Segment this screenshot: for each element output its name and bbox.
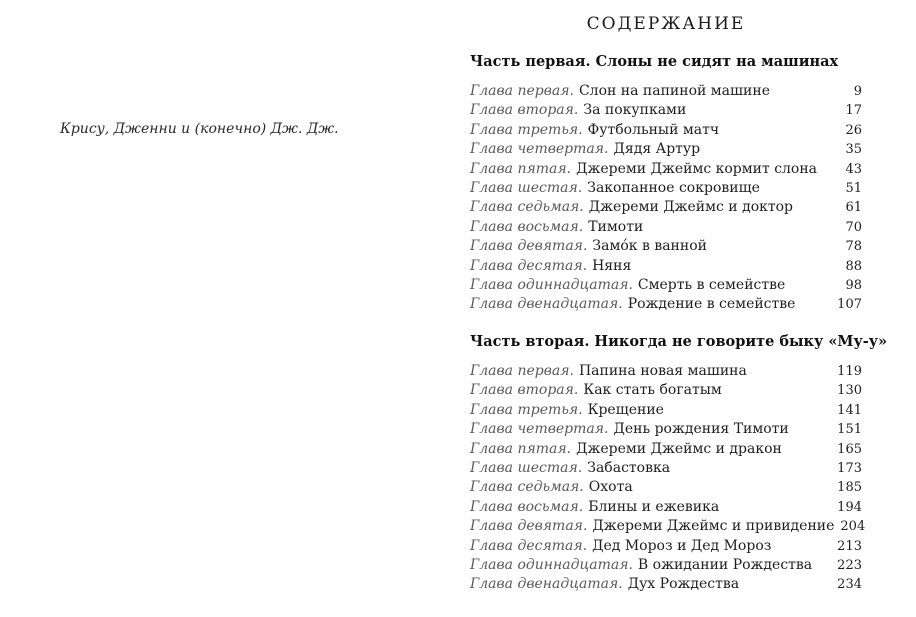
chapter-label-separator: . [582,518,588,535]
chapter-page-number: 107 [837,297,862,313]
chapter-label: Глава первая [470,83,570,99]
chapter-label: Глава седьмая [470,199,580,216]
chapter-label-separator: . [566,440,572,457]
chapter-label: Глава девятая [470,238,583,255]
chapter-title: Замóк в ванной [592,238,707,255]
toc-entry [470,198,862,217]
chapter-label-separator: . [579,199,584,216]
chapter-label: Глава пятая [470,160,567,177]
chapter-label-separator: . [569,363,574,379]
chapter-page-number: 234 [837,577,862,593]
chapter-page-number: 17 [845,103,862,119]
chapter-label-separator: . [628,276,633,293]
chapter-page-number: 88 [845,258,862,274]
chapter-page-number: 78 [845,239,862,255]
chapter-label: Глава седьмая [470,479,580,496]
chapter-label: Глава четвертая [470,421,605,438]
chapter-page-number: 194 [837,499,862,515]
part-heading: Часть первая. Слоны не сидят на машинах [470,53,839,70]
chapter-label: Глава третья [470,121,579,138]
toc-entry [470,295,862,314]
chapter-list [470,82,862,315]
chapter-title: Слон на папиной машине [578,83,770,99]
chapter-page-number: 130 [837,383,862,399]
chapter-label: Глава шестая [470,459,578,476]
toc-entry [470,459,862,478]
toc-entry [470,498,862,517]
chapter-label-separator: . [582,238,588,255]
toc-entry [470,440,862,459]
chapter-label-separator: . [578,121,583,138]
chapter-title: Джереми Джеймс и привидение [592,518,835,535]
chapter-page-number: 204 [840,519,866,535]
toc-entry [470,121,862,140]
chapter-page-number: 141 [837,402,862,418]
toc-entry [470,179,862,198]
chapter-label-separator: . [582,537,588,554]
toc-entry [470,82,862,101]
chapter-label: Глава шестая [470,179,578,196]
left-page [0,0,440,617]
chapter-label: Глава восьмая [470,498,579,515]
chapter-label: Глава одиннадцатая [470,276,629,293]
chapter-page-number: 213 [837,538,862,554]
chapter-title: Джереми Джеймс и дракон [576,440,782,457]
chapter-title: Джереми Джеймс и доктор [588,199,794,216]
toc-entry [470,478,862,497]
chapter-title: Дядя Артур [613,141,701,158]
chapter-title: Блины и ежевика [588,498,720,515]
toc-entry [470,237,862,256]
chapter-title: Футбольный матч [587,121,720,138]
chapter-page-number: 119 [837,364,862,379]
chapter-label-separator: . [577,459,583,476]
toc-entry [470,140,862,159]
part-heading: Часть вторая. Никогда не говорите быку «Му-у» [470,333,888,350]
toc-entry [470,537,862,556]
chapter-title: Дух Рождества [627,576,740,593]
chapter-label: Глава двенадцатая [470,576,619,593]
chapter-label: Глава первая [470,363,570,379]
chapter-page-number: 43 [845,161,862,177]
chapter-page-number: 173 [837,460,862,476]
dedication: Крису, Дженни и (конечно) Дж. Дж. [60,121,339,137]
chapter-title: День рождения Тимоти [613,421,789,438]
chapter-title: Как стать богатым [583,382,722,399]
chapter-label: Глава десятая [470,257,583,274]
chapter-list [470,362,866,595]
chapter-title: Смерть в семействе [637,276,786,293]
chapter-label: Глава десятая [470,537,583,554]
toc-entry [470,160,862,179]
chapter-page-number: 61 [845,200,862,216]
chapter-label-separator: . [566,160,572,177]
chapter-label-separator: . [582,257,588,274]
chapter-page-number: 165 [837,441,862,457]
toc-entry [470,362,862,381]
chapter-label-separator: . [628,556,633,573]
toc-entry [470,101,862,120]
chapter-title: Папина новая машина [578,363,747,379]
chapter-label: Глава девятая [470,518,583,535]
chapter-title: Крещение [587,401,664,418]
chapter-page-number: 35 [845,142,862,158]
chapter-label: Глава двенадцатая [470,296,619,313]
chapter-label: Глава одиннадцатая [470,556,629,573]
chapter-page-number: 151 [837,422,862,438]
toc-entry [470,556,862,575]
chapter-label-separator: . [578,498,584,515]
toc-entry [470,420,862,439]
chapter-label-separator: . [578,401,583,418]
chapter-title: Забастовка [587,459,671,476]
chapter-label-separator: . [618,576,623,593]
chapter-title: Тимоти [588,218,644,235]
chapter-page-number: 9 [853,84,862,99]
chapter-title: Охота [588,479,633,496]
chapter-label-separator: . [579,479,584,496]
chapter-label-separator: . [573,382,579,399]
chapter-label-separator: . [618,296,623,313]
chapter-label-separator: . [577,179,583,196]
toc-entry [470,218,862,237]
chapter-title: В ожидании Рождества [637,556,813,573]
toc-entry [470,257,862,276]
chapter-title: Дед Мороз и Дед Мороз [592,537,772,554]
toc-entry [470,401,862,420]
chapter-label: Глава вторая [470,382,574,399]
chapter-label: Глава восьмая [470,218,579,235]
toc-entry [470,517,866,536]
toc-entry [470,276,862,295]
toc-entry [470,575,862,594]
chapter-title: За покупками [583,102,687,119]
chapter-page-number: 185 [837,480,862,496]
toc-entry [470,381,862,400]
chapter-label-separator: . [569,83,574,99]
toc-title: СОДЕРЖАНИЕ [586,14,746,34]
part-two [470,332,888,595]
chapter-title: Рождение в семействе [627,296,796,313]
chapter-page-number: 223 [837,557,862,573]
right-page [470,0,888,617]
chapter-label: Глава пятая [470,440,567,457]
chapter-label: Глава четвертая [470,141,605,158]
chapter-page-number: 70 [845,219,862,235]
chapter-page-number: 26 [845,122,862,138]
chapter-label-separator: . [604,141,609,158]
chapter-page-number: 51 [845,180,862,196]
chapter-page-number: 98 [845,277,862,293]
chapter-label: Глава вторая [470,102,574,119]
chapter-label-separator: . [573,102,579,119]
chapter-title: Джереми Джеймс кормит слона [576,160,818,177]
part-one [470,52,862,315]
chapter-label: Глава третья [470,401,579,418]
chapter-label-separator: . [578,218,584,235]
chapter-title: Закопанное сокровище [587,179,760,196]
chapter-title: Няня [592,257,632,274]
chapter-label-separator: . [604,421,609,438]
